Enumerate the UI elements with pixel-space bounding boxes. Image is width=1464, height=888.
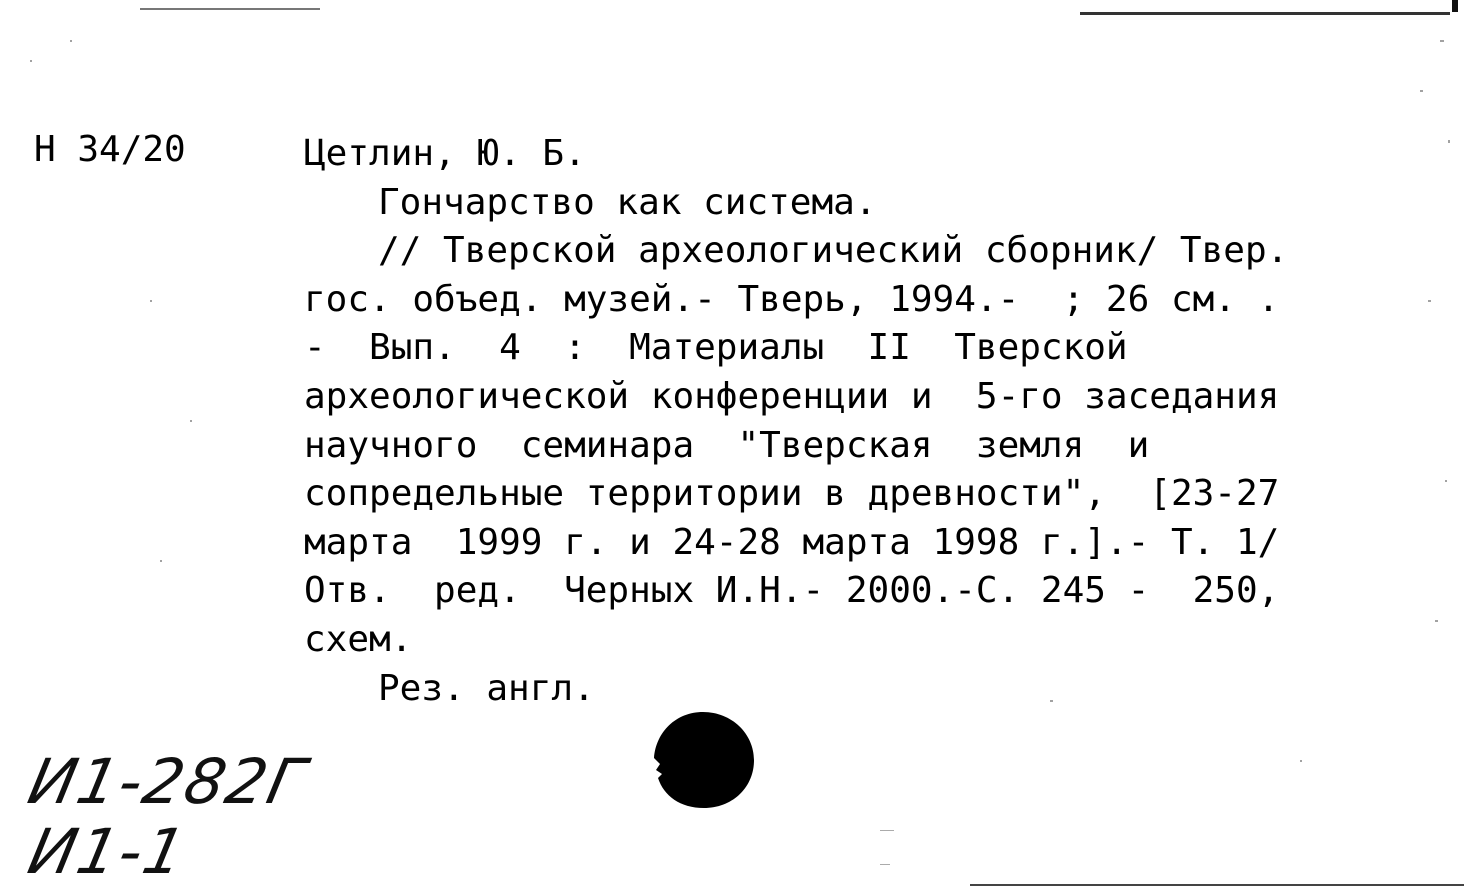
text-line: сопредельные территории в древности", [23-27 — [304, 473, 1280, 515]
text-line: марта 1999 г. и 24-28 марта 1998 г.].- Т. 1/ — [304, 521, 1280, 563]
handwritten-copy-number: И1-1 — [22, 815, 194, 888]
punch-hole-icon — [650, 708, 756, 810]
text-line: // Тверской археологический сборник/ Твер. — [378, 230, 1289, 272]
text-line: - Вып. 4 : Материалы II Тверской — [304, 327, 1128, 369]
right-scan-edge — [1452, 0, 1458, 12]
author-line: Цетлин, Ю. Б. — [304, 133, 586, 174]
text-line: археологической конференции и 5-го заседания — [304, 375, 1280, 417]
title-line: Гончарство как система. — [378, 181, 877, 223]
text-line: схем. — [304, 618, 413, 660]
text-line: научного семинара "Тверская земля и — [304, 424, 1150, 466]
bottom-scan-edge — [970, 884, 1464, 886]
text-line: гос. объед. музей.- Тверь, 1994.- ; 26 см. . — [304, 278, 1280, 320]
handwritten-inventory-number: И1-282Г — [22, 745, 313, 818]
top-right-scan-edge — [1080, 12, 1450, 15]
summary-note: Рез. англ. — [378, 667, 595, 709]
bibliographic-record — [304, 130, 1404, 713]
text-line: Отв. ред. Черных И.Н.- 2000.-С. 245 - 250, — [304, 570, 1280, 612]
top-scan-edge — [140, 8, 320, 10]
shelfmark: Н 34/20 — [34, 129, 186, 170]
